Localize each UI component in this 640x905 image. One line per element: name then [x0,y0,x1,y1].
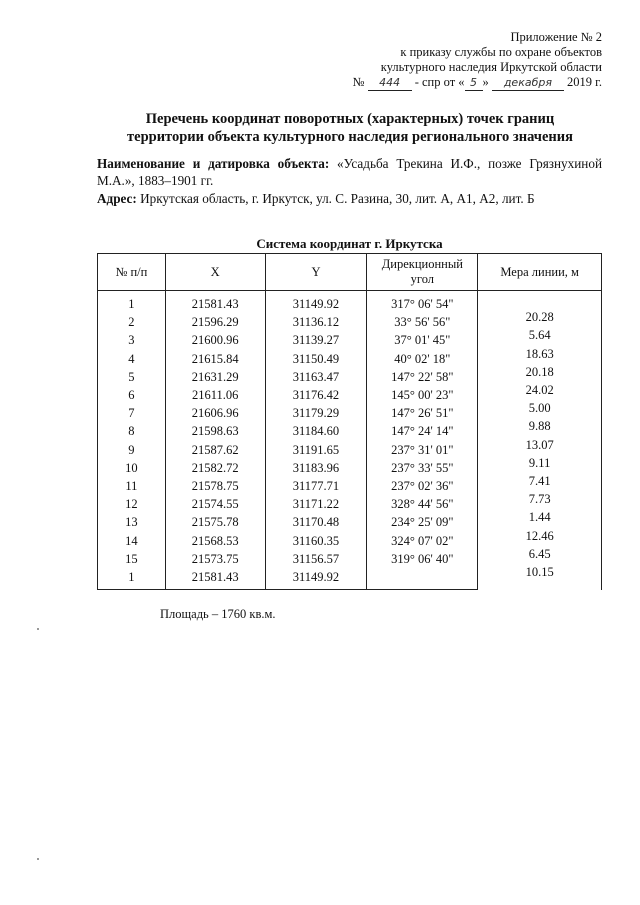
cell-length: 7.73 [528,492,551,507]
cell-angle: 147° 26' 51" [367,404,478,422]
cell-x: 21575.78 [165,513,265,531]
cell-index: 10 [98,459,166,477]
cell-length: 24.02 [525,383,554,397]
cell-y: 31171.22 [265,495,367,513]
cell-index: 11 [98,477,166,495]
cell-y: 31163.47 [265,368,367,386]
appendix-order-ref: к приказу службы по охране объектов [400,45,602,59]
cell-y: 31191.65 [265,441,367,459]
cell-length: 13.07 [525,437,554,452]
scan-speck [37,858,39,860]
cell-angle: 37° 01' 45" [367,331,478,349]
cell-index: 12 [98,495,166,513]
cell-y: 31156.57 [265,550,367,568]
scan-speck [37,628,39,630]
cell-index: 3 [98,331,166,349]
cell-index: 7 [98,404,166,422]
header-y: Y [265,254,367,291]
cell-length: 6.45 [528,546,551,561]
table-caption: Система координат г. Иркутска [256,236,443,251]
cell-x: 21596.29 [165,313,265,331]
table-header-row [98,254,602,291]
cell-length: 20.18 [525,364,554,379]
length-column [478,291,602,590]
cell-index: 14 [98,532,166,550]
cell-x: 21574.55 [165,495,265,513]
coordinates-table [97,253,602,590]
cell-x: 21581.43 [165,568,265,590]
cell-angle: 317° 06' 54" [367,291,478,314]
cell-length: 18.63 [525,346,554,361]
cell-angle: 234° 25' 09" [367,513,478,531]
cell-x: 21631.29 [165,368,265,386]
cell-y: 31184.60 [265,422,367,440]
area-line: Площадь – 1760 кв.м. [160,607,276,621]
cell-y: 31149.92 [265,291,367,314]
header-angle: Дирекционный угол [367,254,478,291]
cell-index: 8 [98,422,166,440]
object-address: Адрес: Иркутская область, г. Иркутск, ул. С. Разина, 30, лит. А, А1, А2, лит. Б [97,191,535,206]
table-body [98,291,602,590]
length-list [478,295,601,586]
cell-y: 31176.42 [265,386,367,404]
cell-y: 31179.29 [265,404,367,422]
cell-x: 21573.75 [165,550,265,568]
order-year: 2019 г. [567,75,602,89]
header-index: № п/п [98,254,166,291]
area-value: 1760 кв.м. [221,607,276,621]
cell-index: 1 [98,568,166,590]
table-row [98,291,602,314]
cell-index: 2 [98,313,166,331]
header-x: X [165,254,265,291]
cell-length: 12.46 [525,528,554,543]
cell-index: 13 [98,513,166,531]
cell-y: 31177.71 [265,477,367,495]
order-month: декабря [492,75,564,91]
cell-angle: 328° 44' 56" [367,495,478,513]
cell-index: 6 [98,386,166,404]
cell-length: 10.15 [525,565,554,579]
cell-x: 21598.63 [165,422,265,440]
cell-angle [367,568,478,590]
cell-angle: 33° 56' 56" [367,313,478,331]
appendix-title: Приложение № 2 [510,30,602,44]
order-number: 444 [368,75,412,91]
appendix-agency: культурного наследия Иркутской области [380,60,602,74]
cell-index: 15 [98,550,166,568]
cell-y: 31149.92 [265,568,367,590]
cell-angle: 40° 02' 18" [367,350,478,368]
document-title: Перечень координат поворотных (характерных) точек границ территории объекта культурного наследия регионального значения [127,111,573,145]
cell-y: 31183.96 [265,459,367,477]
cell-angle: 237° 02' 36" [367,477,478,495]
cell-x: 21600.96 [165,331,265,349]
object-info [97,156,602,210]
order-day: 5 [465,75,483,91]
cell-length: 9.88 [528,419,551,434]
cell-length: 1.44 [528,510,551,525]
cell-angle: 324° 07' 02" [367,532,478,550]
cell-x: 21587.62 [165,441,265,459]
cell-y: 31150.49 [265,350,367,368]
cell-angle: 319° 06' 40" [367,550,478,568]
cell-x: 21578.75 [165,477,265,495]
cell-x: 21611.06 [165,386,265,404]
cell-index: 5 [98,368,166,386]
cell-angle: 237° 33' 55" [367,459,478,477]
cell-angle: 145° 00' 23" [367,386,478,404]
header-length: Мера линии, м [478,254,602,291]
cell-x: 21582.72 [165,459,265,477]
cell-index: 1 [98,291,166,314]
order-number-line: № 444 - спр от « 5 » декабря 2019 г. [352,75,602,89]
cell-length: 7.41 [528,474,551,488]
cell-y: 31160.35 [265,532,367,550]
cell-index: 9 [98,441,166,459]
cell-y: 31136.12 [265,313,367,331]
cell-length: 5.64 [528,328,551,343]
cell-length: 20.28 [525,310,554,325]
area-label: Площадь [160,607,209,621]
cell-y: 31139.27 [265,331,367,349]
cell-angle: 237° 31' 01" [367,441,478,459]
cell-length: 9.11 [528,455,551,470]
cell-length: 5.00 [528,401,551,416]
object-name: Наименование и датировка объекта: «Усадьба Трекина И.Ф., позже Грязнухиной М.А.», 1883–1901 гг. [97,156,602,188]
appendix-header [302,30,602,91]
cell-angle: 147° 22' 58" [367,368,478,386]
cell-y: 31170.48 [265,513,367,531]
cell-x: 21581.43 [165,291,265,314]
cell-angle: 147° 24' 14" [367,422,478,440]
cell-x: 21615.84 [165,350,265,368]
cell-x: 21568.53 [165,532,265,550]
cell-index: 4 [98,350,166,368]
cell-x: 21606.96 [165,404,265,422]
